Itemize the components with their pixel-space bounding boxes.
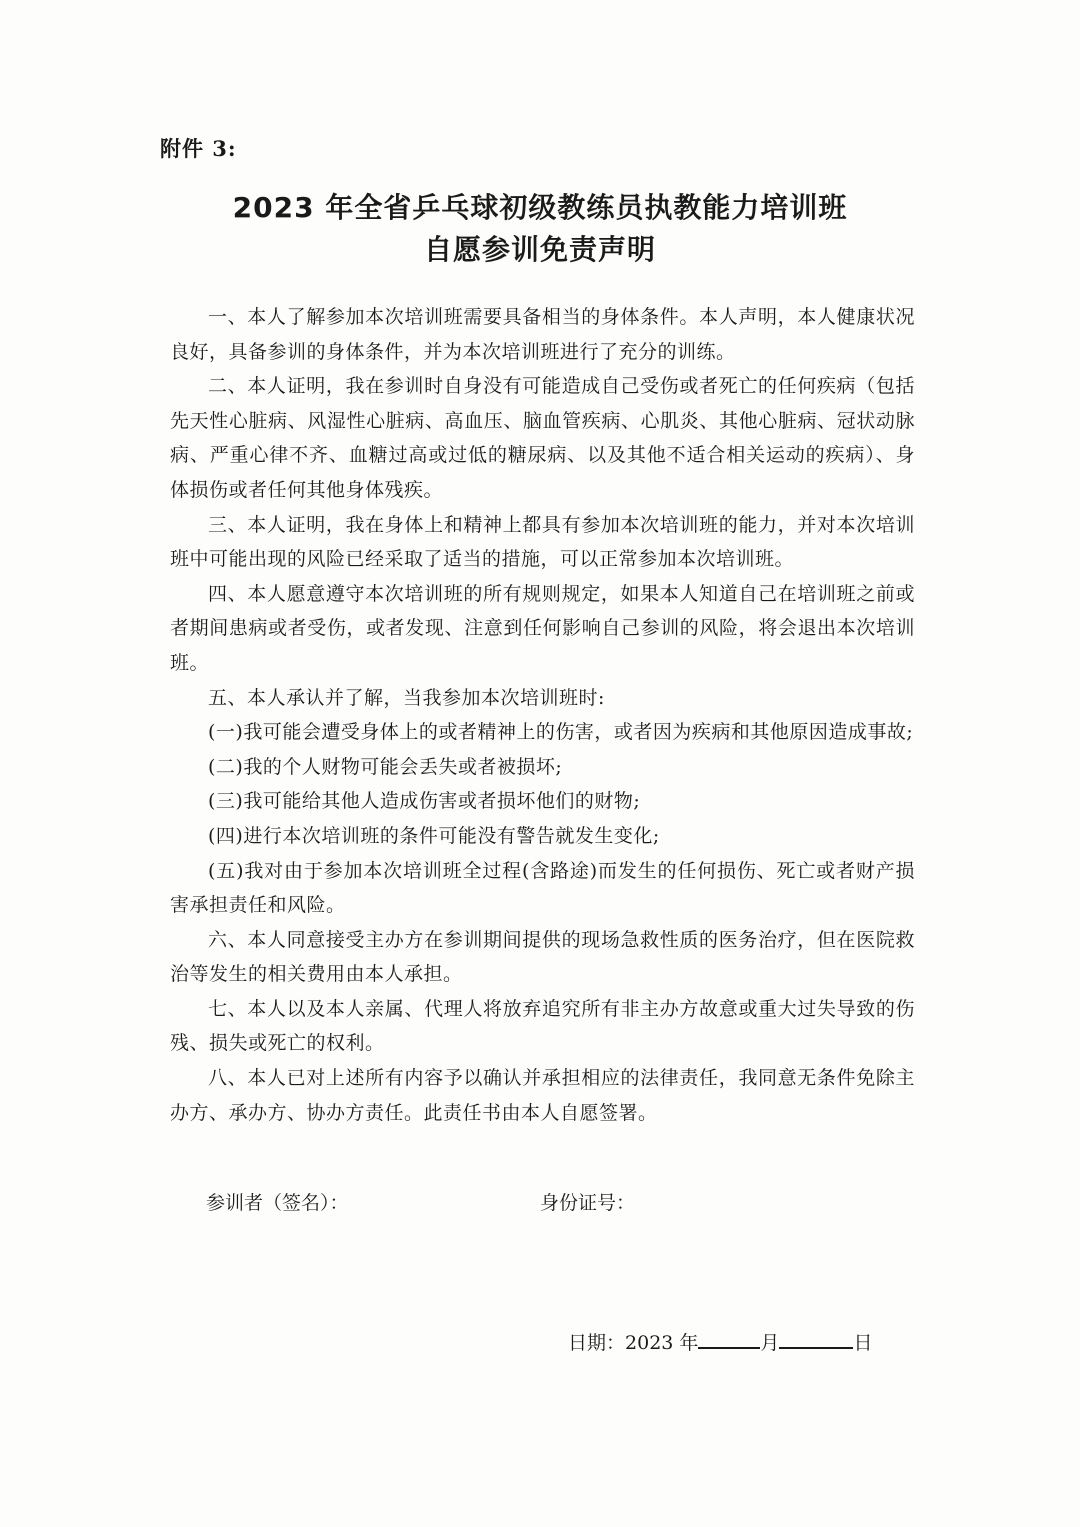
clause-5-item-2: (二)我的个人财物可能会丢失或者被损坏; — [208, 755, 563, 778]
month-blank — [698, 1325, 760, 1349]
clause-4: 四、本人愿意遵守本次培训班的所有规则规定，如果本人知道自己在培训班之前或者期间患病或者受伤，或者发现、注意到任何影响自己参训的风险，将会退出本次培训班。 — [170, 582, 915, 674]
date-year: 2023 年 — [625, 1332, 699, 1354]
clause-3: 三、本人证明，我在身体上和精神上都具有参加本次培训班的能力，并对本次培训班中可能出现的风险已经采取了适当的措施，可以正常参加本次培训班。 — [170, 513, 915, 571]
day-blank — [779, 1325, 853, 1349]
document-title-line2: 自愿参训免责声明 — [423, 233, 656, 266]
clause-5-item-1: (一)我可能会遭受身体上的或者精神上的伤害，或者因为疾病和其他原因造成事故; — [208, 721, 914, 744]
clause-1: 一、本人了解参加本次培训班需要具备相当的身体条件。本人声明，本人健康状况良好，具备参训的身体条件，并为本次培训班进行了充分的训练。 — [170, 306, 915, 363]
document-title-line1: 2023 年全省乒乓球初级教练员执教能力培训班 — [232, 191, 848, 224]
id-number-label: 身份证号： — [540, 1192, 636, 1214]
date-label: 日期： — [568, 1332, 626, 1354]
participant-signature-label: 参训者（签名）： — [206, 1192, 349, 1214]
clause-6: 六、本人同意接受主办方在参训期间提供的现场急救性质的医务治疗，但在医院救治等发生的相关费用由本人承担。 — [170, 928, 915, 986]
clause-7: 七、本人以及本人亲属、代理人将放弃追究所有非主办方故意或重大过失导致的伤残、损失或死亡的权利。 — [170, 997, 915, 1055]
clause-8: 八、本人已对上述所有内容予以确认并承担相应的法律责任，我同意无条件免除主办方、承办方、协办方责任。此责任书由本人自愿签署。 — [170, 1067, 915, 1124]
attachment-label: 附件 3: — [160, 136, 237, 161]
clause-5: 五、本人承认并了解，当我参加本次培训班时: — [208, 686, 605, 709]
clause-5-item-4: (四)进行本次培训班的条件可能没有警告就发生变化; — [208, 824, 660, 847]
declaration-body — [170, 300, 915, 1130]
clause-5-item-3: (三)我可能给其他人造成伤害或者损坏他们的财物; — [208, 790, 641, 813]
date-row — [568, 1325, 872, 1355]
day-unit: 日 — [853, 1332, 873, 1354]
clause-2: 二、本人证明，我在参训时自身没有可能造成自己受伤或者死亡的任何疾病（包括先天性心脏病、风湿性心脏病、高血压、脑血管疾病、心肌炎、其他心脏病、冠状动脉病、严重心律不齐、血糖过高或过低的糖尿病、以及其他不适合相关运动的疾病）、身体损伤或者任何其他身体残疾。 — [170, 375, 915, 501]
month-unit: 月 — [760, 1332, 780, 1354]
clause-5-item-5: (五)我对由于参加本次培训班全过程(含路途)而发生的任何损伤、死亡或者财产损害承担责任和风险。 — [170, 859, 915, 917]
